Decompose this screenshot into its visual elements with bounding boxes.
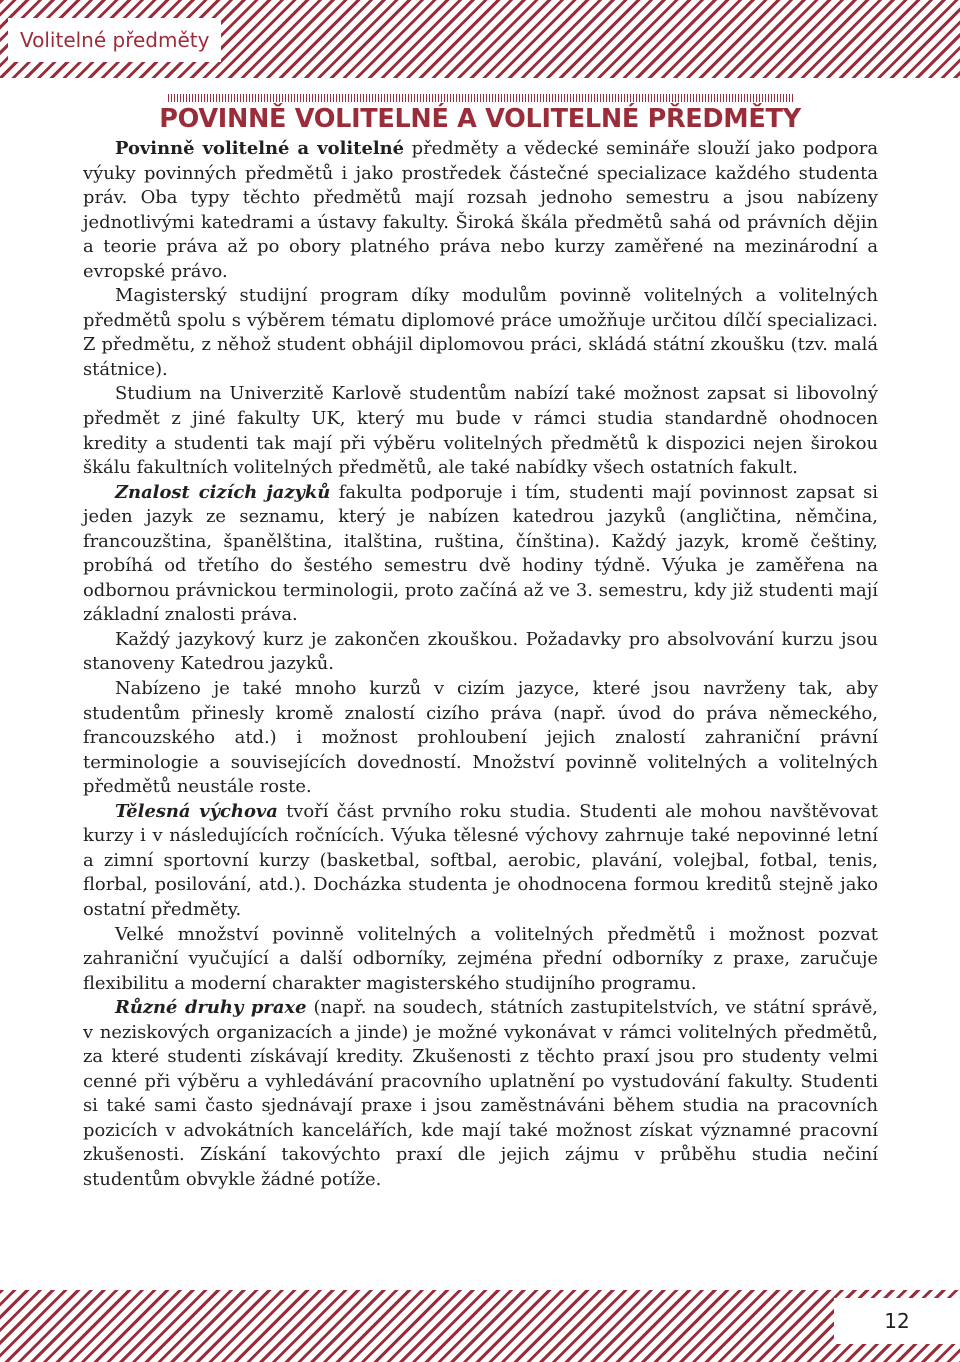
body-text — [83, 137, 878, 1193]
paragraph-telesna-vychova — [83, 800, 878, 923]
section-header-label: Volitelné předměty — [8, 18, 221, 62]
paragraph-text: fakulta podporuje i tím, studenti mají povinnost zapsat si jeden jazyk ze seznamu, který je nabízen katedrou jazyků (angličtina, němčina, francouzština, španělština, italština, ruština, čínština). Každý jazyk, kromě češtiny, probíhá od třetího do šestého semestru dvě hodiny týdně. Výuka je zaměřena na odbornou právnickou terminologii, proto začíná až ve 3. semestru, kdy již studenti mají základní znalosti práva. — [83, 481, 878, 626]
paragraph-flexibilita — [83, 923, 878, 997]
page-title: POVINNĚ VOLITELNÉ A VOLITELNÉ PŘEDMĚTY — [159, 104, 801, 134]
paragraph-magistersky — [83, 284, 878, 382]
lead-povinne-volitelne: Povinně volitelné a volitelné — [115, 138, 405, 159]
paragraph-jazykovy-kurz — [83, 628, 878, 677]
paragraph-text: Velké množství povinně volitelných a volitelných předmětů i možnost pozvat zahraniční vyučující a další odborníky, zejména přední odborníky z praxe, zaručuje flexibilitu a moderní charakter magisterského studijního programu. — [83, 923, 878, 994]
paragraph-text: (např. na soudech, státních zastupitelstvích, ve státní správě, v neziskových organizacích a jinde) je možné vykonávat v rámci volitelných předmětů, za které studenti získávají kredity. Zkušenosti z těchto praxí jsou pro studenty velmi cenné při výběru a vyhledávání pracovního uplatnění po vystudování fakulty. Studenti si také sami často sjednávají praxe i jsou zaměstnáváni během studia na pracovních pozicích v advokátních kancelářích, kde mají také možnost získat významné pracovní zkušenosti. Získání takovýchto praxí dle jejich zájmu v průběhu studia nečiní studentům obvykle žádné potíže. — [83, 997, 878, 1190]
lead-druhy-praxe: Různé druhy praxe — [115, 997, 307, 1019]
paragraph-text: tvoří část prvního roku studia. Studenti ale mohou navštěvovat kurzy i v následujících ročnících. Výuka tělesné výchovy zahrnuje také nepovinné letní a zimní sportovní kurzy (basketbal, softbal, aerobic, plavání, volejbal, fotbal, tenis, florbal, posilování, atd.). Docházka studenta je ohodnocena formou kreditů stejně jako ostatní předměty. — [83, 800, 878, 920]
bottom-hatched-band — [0, 1290, 960, 1362]
lead-znalost-jazyku: Znalost cizích jazyků — [115, 481, 331, 503]
paragraph-univerzita — [83, 382, 878, 480]
paragraph-text: Magisterský studijní program díky modulům povinně volitelných a volitelných předmětů spolu s výběrem tématu diplomové práce umožňuje určitou dílčí specializaci. Z předmětu, z něhož student obhájil diplomovou práci, skládá státní zkoušku (tzv. malá státnice). — [83, 285, 878, 380]
paragraph-text: Nabízeno je také mnoho kurzů v cizím jazyce, které jsou navrženy tak, aby studentům přinesly kromě znalostí cizího práva (např. úvod do práva německého, francouzského atd.) i možnost prohloubení jejich znalostí zahraniční právní terminologie a souvisejících dovedností. Množství povinně volitelných a volitelných předmětů neustále roste. — [83, 678, 878, 798]
paragraph-intro — [83, 137, 878, 284]
title-decorative-rule — [168, 94, 794, 102]
paragraph-jazyky — [83, 481, 878, 628]
paragraph-praxe — [83, 996, 878, 1192]
paragraph-text: Studium na Univerzitě Karlově studentům nabízí také možnost zapsat si libovolný předmět z jiné fakulty UK, který mu bude v rámci studia standardně ohodnocen kredity a studenti tak mají při výběru volitelných předmětů k dispozici nejen širokou škálu fakultních volitelných předmětů, ale také nabídky všech ostatních fakult. — [83, 383, 878, 479]
page-number: 12 — [834, 1298, 960, 1344]
paragraph-text: předměty a vědecké semináře slouží jako podpora výuky povinných předmětů i jako prostředek částečné specializace každého studenta práv. Oba typy těchto předmětů mají rozsah jednoho semestru a jsou nabízeny jednotlivými katedrami a ústavy fakulty. Široká škála předmětů sahá od právních dějin a teorie práva až po obory platného práva nebo kurzy zaměřené na mezinárodní a evropské právo. — [83, 138, 879, 282]
paragraph-text: Každý jazykový kurz je zakončen zkouškou. Požadavky pro absolvování kurzu jsou stanoveny Katedrou jazyků. — [83, 628, 878, 675]
paragraph-kurzy-cizi-jazyk — [83, 677, 878, 800]
lead-telesna-vychova: Tělesná výchova — [115, 800, 278, 822]
